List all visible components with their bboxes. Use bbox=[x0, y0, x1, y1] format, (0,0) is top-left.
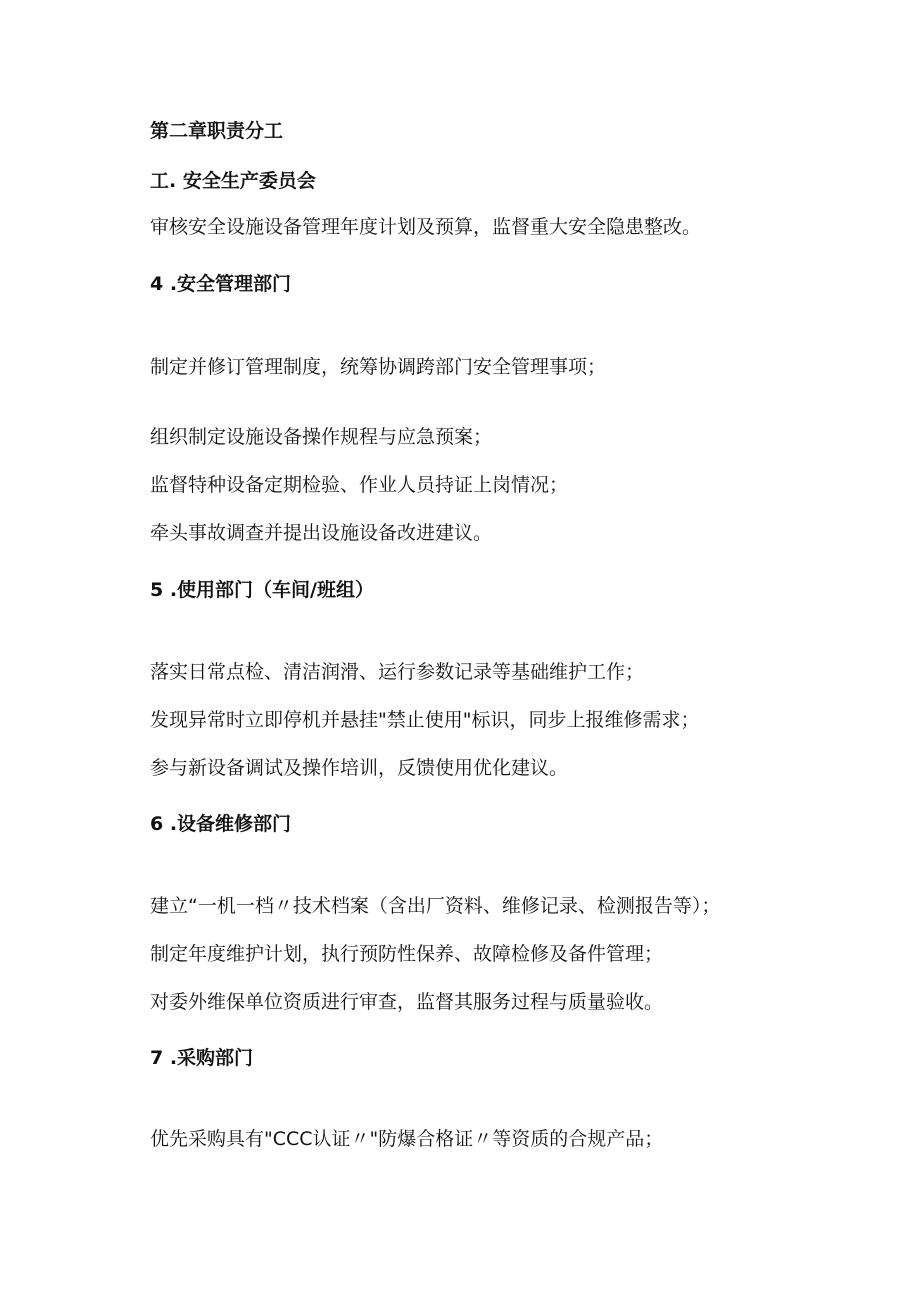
paragraph: 优先采购具有"CCC认证〃"防爆合格证〃等资质的合规产品； bbox=[150, 1128, 664, 1150]
section-heading-committee: 工. 安全生产委员会 bbox=[150, 170, 316, 192]
paragraph: 发现异常时立即停机并悬挂"禁止使用"标识，同步上报维修需求； bbox=[150, 709, 700, 731]
paragraph: 落实日常点检、清洁润滑、运行参数记录等基础维护工作； bbox=[150, 661, 645, 683]
section-heading-usage-department: 5 .使用部门（车间/班组） bbox=[150, 579, 374, 601]
section-heading-maintenance-department: 6 .设备维修部门 bbox=[150, 813, 292, 835]
paragraph: 牵头事故调查并提出设施设备改进建议。 bbox=[150, 522, 493, 544]
paragraph: 审核安全设施设备管理年度计划及预算，监督重大安全隐患整改。 bbox=[150, 216, 702, 238]
paragraph: 制定并修订管理制度，统筹协调跨部门安全管理事项； bbox=[150, 356, 607, 378]
chapter-title: 第二章职责分工 bbox=[150, 120, 284, 142]
paragraph: 参与新设备调试及操作培训，反馈使用优化建议。 bbox=[150, 757, 569, 779]
paragraph: 对委外维保单位资质进行审查，监督其服务过程与质量验收。 bbox=[150, 991, 664, 1013]
paragraph: 制定年度维护计划，执行预防性保养、故障检修及备件管理； bbox=[150, 943, 664, 965]
section-heading-safety-management: 4 .安全管理部门 bbox=[150, 273, 292, 295]
paragraph: 建立“一机一档〃技术档案（含出厂资料、维修记录、检测报告等）； bbox=[150, 895, 721, 917]
paragraph: 组织制定设施设备操作规程与应急预案； bbox=[150, 426, 493, 448]
paragraph: 监督特种设备定期检验、作业人员持证上岗情况； bbox=[150, 474, 569, 496]
section-heading-procurement-department: 7 .采购部门 bbox=[150, 1047, 254, 1069]
